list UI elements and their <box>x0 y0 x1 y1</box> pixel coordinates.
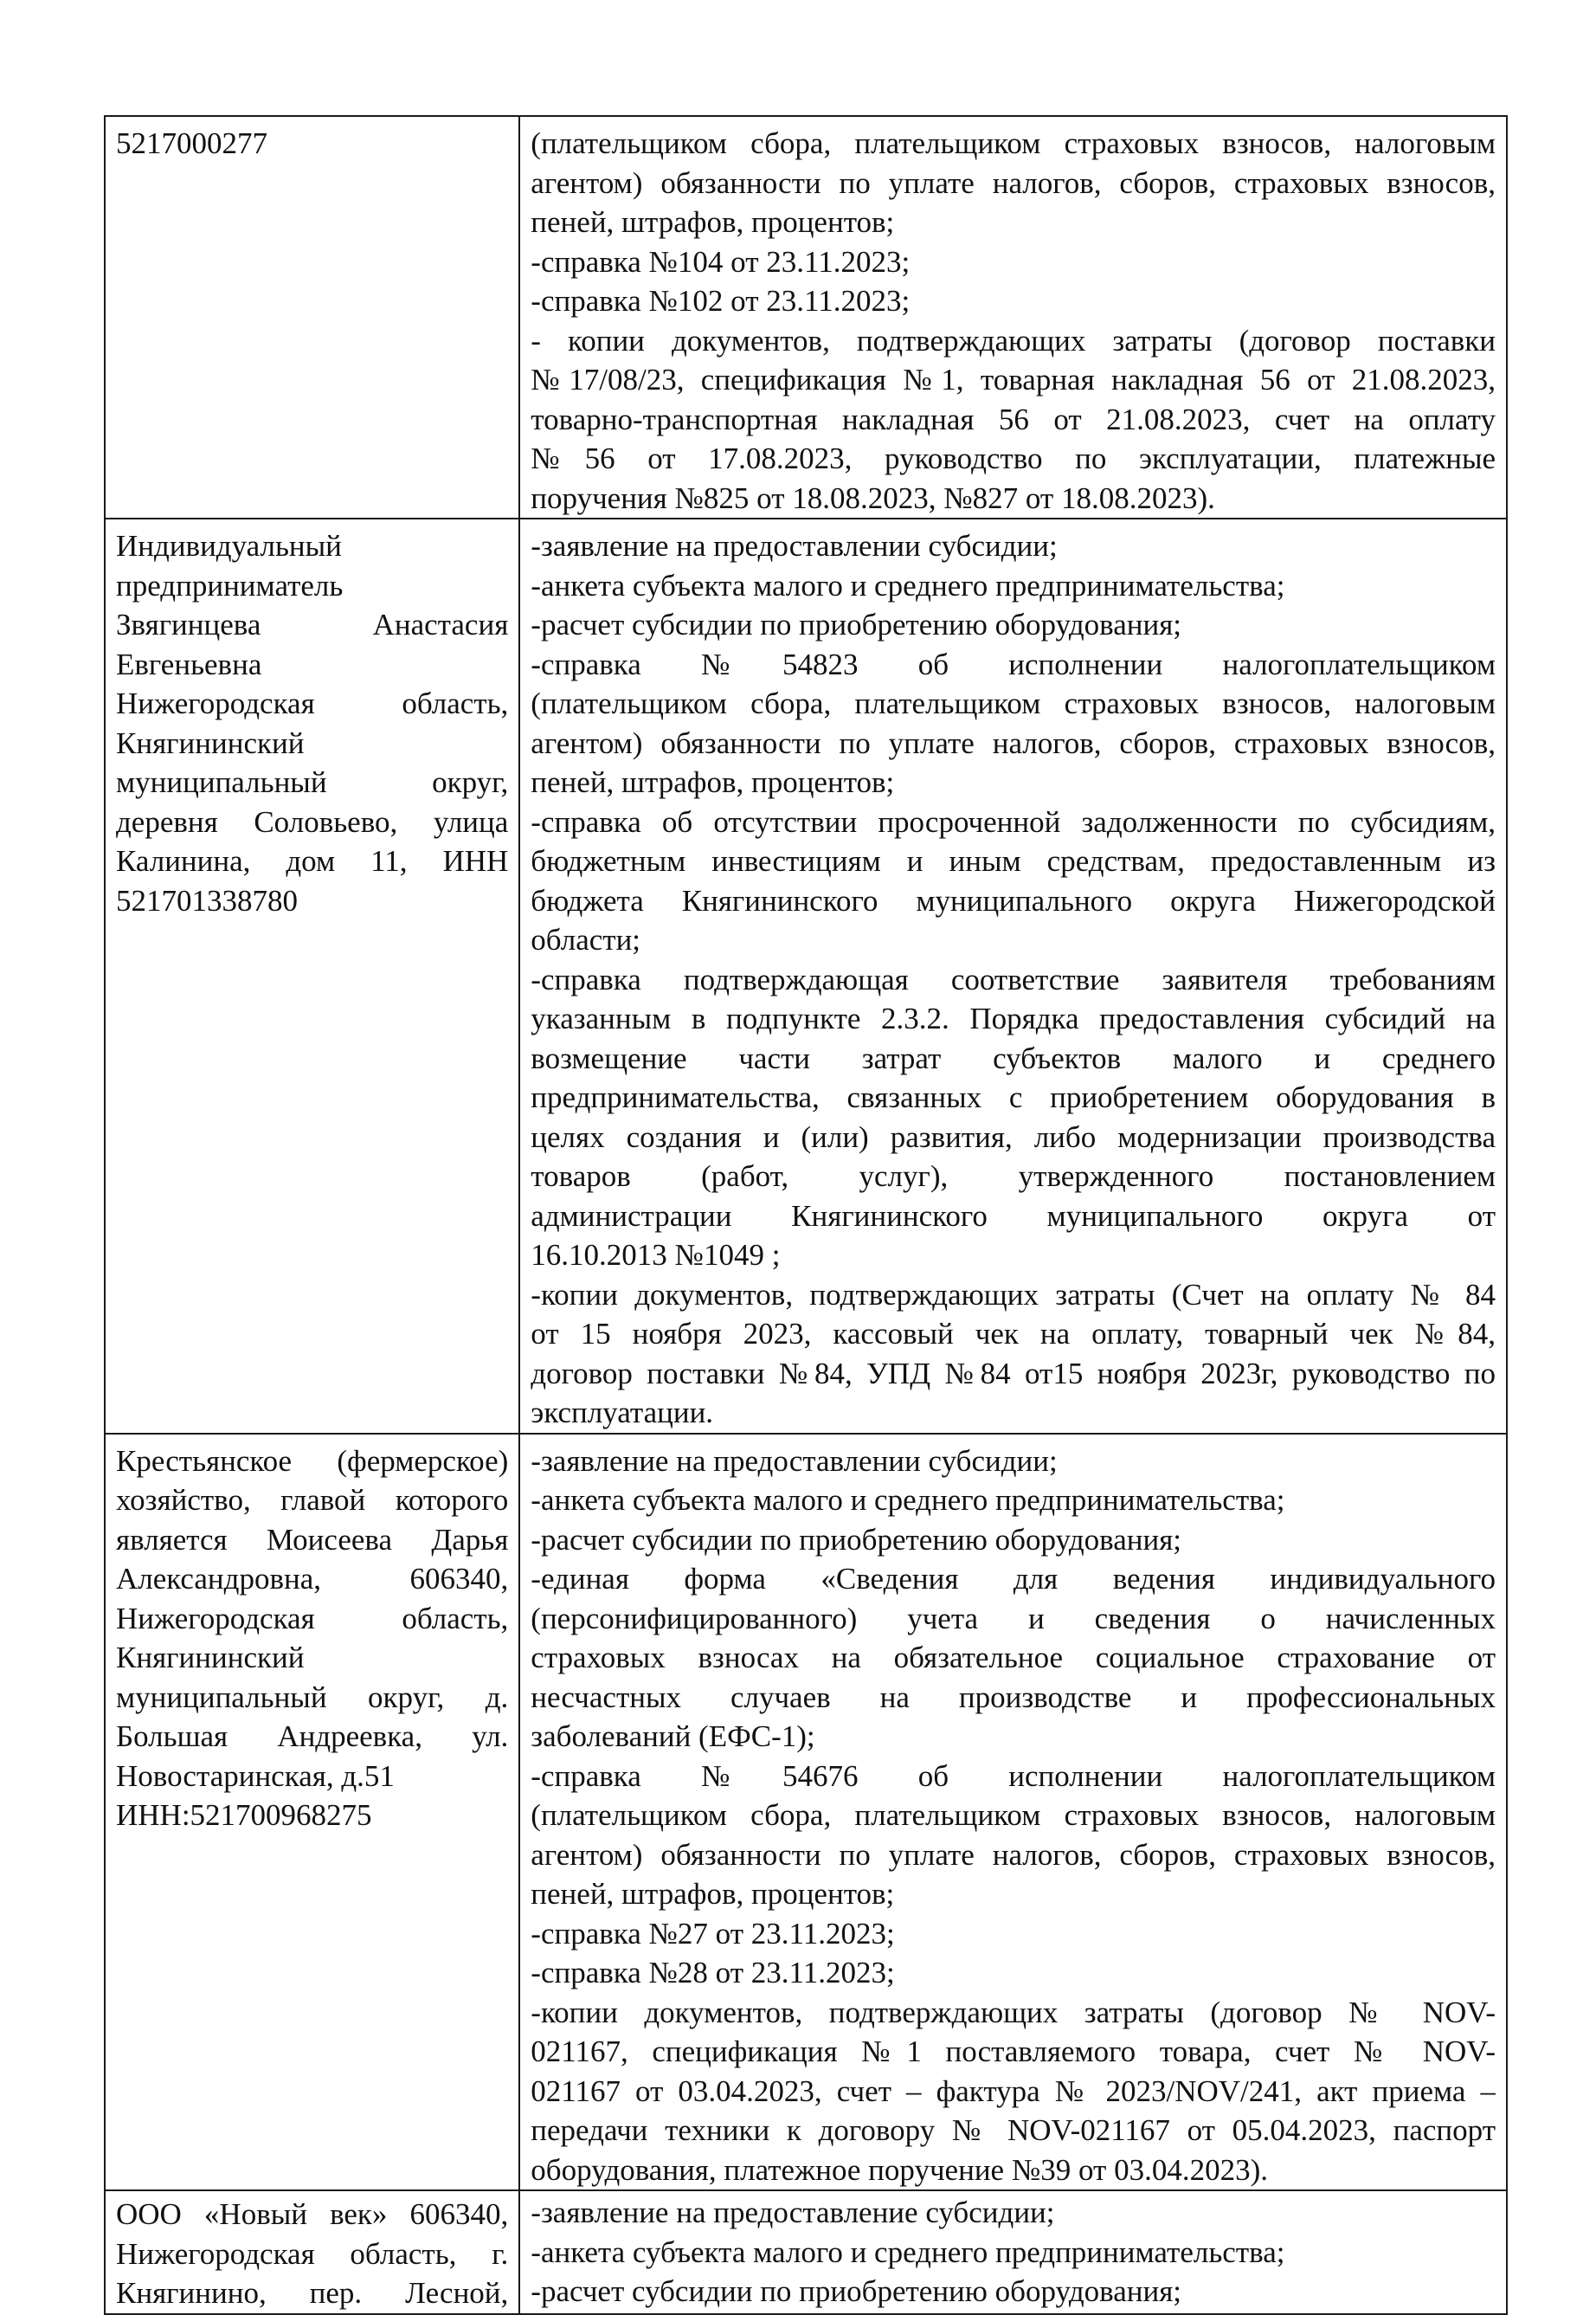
text-line: (персонифицированного) учета и сведения о начисленных <box>531 1601 1496 1635</box>
text-line: пеней, штрафов, процентов; <box>531 205 895 239</box>
applicant-cell <box>105 1434 519 2191</box>
text-line: 16.10.2013 №1049 ; <box>531 1238 781 1272</box>
text-line: -справка №102 от 23.11.2023; <box>531 284 911 318</box>
text-line: Княгининский <box>116 1641 305 1674</box>
text-line: товаров (работ, услуг), утвержденного постановлением <box>531 1159 1496 1193</box>
text-line: от 15 ноября 2023, кассовый чек на оплату, товарный чек №84, <box>531 1317 1496 1351</box>
text-line: Нижегородская область, <box>116 1601 509 1635</box>
text-line: Большая Андреевка, ул. <box>116 1719 509 1753</box>
text-line: договор поставки №84, УПД №84 от15 ноября 2023г, руководство по <box>531 1356 1496 1390</box>
applicant-cell <box>105 116 519 519</box>
text-line: -анкета субъекта малого и среднего предпринимательства; <box>531 1483 1285 1517</box>
text-line: -анкета субъекта малого и среднего предпринимательства; <box>531 568 1285 603</box>
text-line: -справка подтверждающая соответствие заявителя требованиям <box>531 962 1496 996</box>
text-line: возмещение части затрат субъектов малого и среднего <box>531 1041 1496 1075</box>
text-line: Евгеньевна <box>116 647 262 681</box>
text-line: (плательщиком сбора, плательщиком страховых взносов, налоговым <box>531 687 1496 720</box>
text-line: агентом) обязанности по уплате налогов, сборов, страховых взносов, <box>531 165 1496 200</box>
text-line: -анкета субъекта малого и среднего предпринимательства; <box>531 2234 1285 2269</box>
text-line: 021167 от 03.04.2023, счет – фактура № 2023/NOV/241, акт приема – <box>531 2073 1496 2108</box>
text-line: ИНН:521700968275 <box>116 1798 372 1832</box>
text-line: -расчет субсидии по приобретению оборудования; <box>531 608 1182 642</box>
text-line: оборудования, платежное поручение №39 от 03.04.2023). <box>531 2152 1268 2187</box>
text-line: муниципальный округ, <box>116 765 509 799</box>
text-line: -заявление на предоставлении субсидии; <box>531 529 1058 563</box>
text-line: Звягинцева Анастасия <box>116 608 509 642</box>
text-line: пеней, штрафов, процентов; <box>531 765 895 799</box>
text-line: -копии документов, подтверждающих затраты (договор № NOV- <box>531 1995 1496 2029</box>
documents-cell <box>519 2190 1507 2314</box>
applicant-cell <box>105 519 519 1434</box>
text-line: заболеваний (ЕФС-1); <box>531 1719 815 1753</box>
text-line: -заявление на предоставление субсидии; <box>531 2196 1055 2229</box>
text-line: (плательщиком сбора, плательщиком страховых взносов, налоговым <box>531 126 1496 160</box>
table-row <box>105 116 1507 519</box>
text-line: -расчет субсидии по приобретению оборудования; <box>531 2274 1182 2308</box>
text-line: Калинина, дом 11, ИНН <box>116 844 509 878</box>
text-line: Новостаринская, д.51 <box>116 1758 395 1793</box>
text-line: целях создания и (или) развития, либо модернизации производства <box>531 1119 1496 1154</box>
text-line: передачи техники к договору № NOV-021167 от 05.04.2023, паспорт <box>531 2113 1496 2147</box>
text-line: 521701338780 <box>116 883 298 918</box>
text-line: бюджетным инвестициям и иным средствам, предоставленным из <box>531 844 1496 878</box>
text-line: -единая форма «Сведения для ведения индивидуального <box>531 1562 1496 1596</box>
text-line: Княгининский <box>116 725 305 760</box>
text-line: -справка №27 от 23.11.2023; <box>531 1916 895 1951</box>
text-line: 021167, спецификация №1 поставляемого товара, счет № NOV- <box>531 2034 1496 2068</box>
text-line: Княгинино, пер. Лесной, <box>116 2276 509 2310</box>
text-line: (плательщиком сбора, плательщиком страховых взносов, налоговым <box>531 1798 1496 1832</box>
documents-cell <box>519 519 1507 1434</box>
text-line: 5217000277 <box>116 126 267 160</box>
text-line: - копии документов, подтверждающих затраты (договор поставки <box>531 323 1496 358</box>
text-line: деревня Соловьево, улица <box>116 804 509 839</box>
text-line: бюджета Княгининского муниципального округа Нижегородской <box>531 883 1496 918</box>
table-row <box>105 1434 1507 2191</box>
text-line: -заявление на предоставлении субсидии; <box>531 1443 1058 1478</box>
text-line: страховых взносах на обязательное социальное страхование от <box>531 1641 1496 1674</box>
text-line: Нижегородская область, г. <box>116 2236 509 2271</box>
table-row <box>105 2190 1507 2314</box>
text-line: -копии документов, подтверждающих затраты (Счет на оплату № 84 <box>531 1277 1496 1312</box>
text-line: ООО «Новый век» 606340, <box>116 2197 509 2231</box>
applicants-documents-table <box>104 115 1508 2315</box>
text-line: Индивидуальный <box>116 529 342 563</box>
text-line: несчастных случаев на производстве и профессиональных <box>531 1680 1496 1714</box>
text-line: муниципальный округ, д. <box>116 1680 509 1714</box>
text-line: является Моисеева Дарья <box>116 1522 509 1557</box>
text-line: поручения №825 от 18.08.2023, №827 от 18.08.2023). <box>531 480 1215 515</box>
text-line: пеней, штрафов, процентов; <box>531 1877 895 1911</box>
text-line: эксплуатации. <box>531 1396 714 1429</box>
text-line: -справка №54676 об исполнении налогоплательщиком <box>531 1758 1496 1793</box>
text-line: предприниматель <box>116 568 344 603</box>
text-line: области; <box>531 923 641 957</box>
text-line: №56 от 17.08.2023, руководство по эксплуатации, платежные <box>531 442 1496 475</box>
text-line: предпринимательства, связанных с приобретением оборудования в <box>531 1080 1496 1114</box>
text-line: товарно-транспортная накладная 56 от 21.08.2023, счет на оплату <box>531 402 1496 436</box>
text-line: -справка №104 от 23.11.2023; <box>531 244 911 279</box>
text-line: -справка №28 от 23.11.2023; <box>531 1956 895 1989</box>
text-line: -расчет субсидии по приобретению оборудования; <box>531 1522 1182 1557</box>
text-line: Александровна, 606340, <box>116 1562 509 1596</box>
documents-cell <box>519 116 1507 519</box>
text-line: агентом) обязанности по уплате налогов, сборов, страховых взносов, <box>531 1837 1496 1872</box>
text-line: -справка №54823 об исполнении налогоплательщиком <box>531 647 1496 681</box>
text-line: Нижегородская область, <box>116 687 509 720</box>
text-line: Крестьянское (фермерское) <box>116 1443 509 1478</box>
text-line: администрации Княгининского муниципального округа от <box>531 1198 1496 1233</box>
text-line: -справка об отсутствии просроченной задолженности по субсидиям, <box>531 804 1496 839</box>
text-line: агентом) обязанности по уплате налогов, сборов, страховых взносов, <box>531 725 1496 760</box>
documents-cell <box>519 1434 1507 2191</box>
text-line: хозяйство, главой которого <box>116 1483 509 1517</box>
text-line: №17/08/23, спецификация №1, товарная накладная 56 от 21.08.2023, <box>531 363 1496 397</box>
applicant-cell <box>105 2190 519 2314</box>
table-row <box>105 519 1507 1434</box>
text-line: указанным в подпункте 2.3.2. Порядка предоставления субсидий на <box>531 1002 1496 1035</box>
